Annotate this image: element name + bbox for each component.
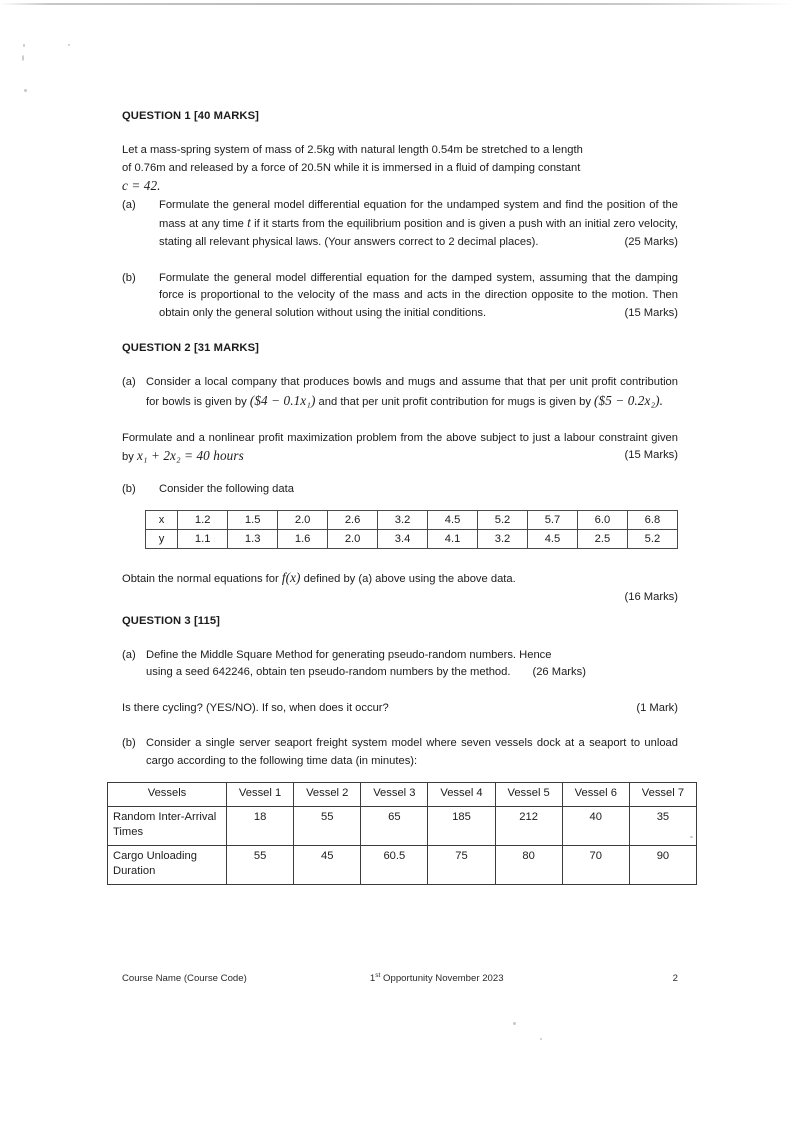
vessel-cell: 35 bbox=[629, 806, 696, 845]
question-1-part-a-body bbox=[159, 197, 678, 252]
xy-cell: 5.7 bbox=[527, 511, 577, 530]
xy-cell: 2.0 bbox=[328, 530, 378, 549]
question-1-part-b-label: (b) bbox=[122, 271, 136, 284]
scan-speck bbox=[540, 1038, 542, 1040]
vessel-column-header: Vessel 1 bbox=[227, 783, 294, 807]
xy-cell: 5.2 bbox=[478, 511, 528, 530]
question-1-part-b-body bbox=[159, 270, 678, 323]
page-content bbox=[113, 0, 685, 885]
question-2-part-a-label: (a) bbox=[122, 376, 136, 389]
scan-speck bbox=[22, 55, 24, 61]
question-2-part-a bbox=[122, 374, 678, 411]
xy-cell: 4.5 bbox=[527, 530, 577, 549]
question-2-part-a-text-1: Consider a local company that produces bowls and mugs and assume that that per unit profit contribution for bowls is given by bbox=[146, 376, 678, 408]
xy-cell: 4.1 bbox=[428, 530, 478, 549]
vessel-cell: 55 bbox=[227, 845, 294, 884]
xy-cell: 6.0 bbox=[577, 511, 627, 530]
table-row bbox=[108, 806, 697, 845]
xy-cell: 2.5 bbox=[577, 530, 627, 549]
vessel-cell: 55 bbox=[294, 806, 361, 845]
question-3-part-a-line-2: using a seed 642246, obtain ten pseudo-random numbers by the method. bbox=[146, 666, 511, 679]
xy-cell: 1.2 bbox=[178, 511, 228, 530]
vessel-column-header: Vessel 3 bbox=[361, 783, 428, 807]
footer-page-number: 2 bbox=[672, 973, 678, 985]
xy-cell: 3.4 bbox=[378, 530, 428, 549]
vessel-column-header: Vessel 6 bbox=[562, 783, 629, 807]
question-2-part-a-body bbox=[146, 374, 678, 411]
time-variable-math: t bbox=[247, 215, 251, 231]
scan-speck bbox=[23, 44, 25, 47]
question-3-part-a-label: (a) bbox=[122, 648, 136, 661]
question-3-part-b bbox=[122, 735, 678, 770]
question-2-formulate-text: Formulate and a nonlinear profit maximization problem from the above subject to just a labour constraint given by bbox=[122, 431, 678, 464]
question-1-part-b bbox=[122, 270, 678, 323]
question-3-cycling-line bbox=[122, 700, 678, 718]
xy-data-table-wrap bbox=[122, 510, 678, 549]
question-3-cycling-text: Is there cycling? (YES/NO). If so, when does it occur? bbox=[122, 701, 389, 714]
footer-opportunity-session: Opportunity November 2023 bbox=[380, 973, 504, 985]
question-2-part-b-text: Consider the following data bbox=[159, 482, 294, 495]
vessel-column-header: Vessel 2 bbox=[294, 783, 361, 807]
xy-cell: 6.8 bbox=[627, 511, 677, 530]
table-header-row bbox=[108, 783, 697, 807]
question-1-part-a-text-2: if it starts from the equilibrium position and is given a push with an initial zero velocity, stating all relevant physical laws. (Your answers correct to 2 decimal places). bbox=[159, 218, 679, 248]
xy-cell: 2.6 bbox=[328, 511, 378, 530]
normal-eq-text-2: defined by (a) above using the above data. bbox=[303, 573, 516, 586]
question-1-intro-line-2: of 0.76m and released by a force of 20.5N while it is immersed in a fluid of damping constant bbox=[122, 161, 581, 174]
vessel-cell: 60.5 bbox=[361, 845, 428, 884]
question-1-intro-line-1: Let a mass-spring system of mass of 2.5kg with natural length 0.54m be stretched to a length bbox=[122, 144, 583, 156]
question-3-part-b-text: Consider a single server seaport freight system model where seven vessels dock at a seaport to unload cargo according to the following time data (in minutes): bbox=[146, 737, 678, 767]
vessel-table-corner-header: Vessels bbox=[108, 783, 227, 807]
xy-cell: 2.0 bbox=[278, 511, 328, 530]
scan-speck bbox=[24, 89, 27, 92]
question-3-part-b-label: (b) bbox=[122, 737, 136, 750]
vessel-cell: 70 bbox=[562, 845, 629, 884]
vessel-cell: 40 bbox=[562, 806, 629, 845]
question-3-cycling-marks: (1 Mark) bbox=[636, 701, 678, 714]
vessel-column-header: Vessel 5 bbox=[495, 783, 562, 807]
vessel-row-label: Random Inter-Arrival Times bbox=[108, 806, 227, 845]
vessel-cell: 212 bbox=[495, 806, 562, 845]
function-fx-math: f(x) bbox=[281, 570, 301, 586]
question-1-heading: QUESTION 1 [40 MARKS] bbox=[122, 110, 259, 122]
xy-cell: 1.5 bbox=[228, 511, 278, 530]
vessel-cell: 80 bbox=[495, 845, 562, 884]
scan-speck bbox=[68, 44, 70, 46]
table-row bbox=[108, 845, 697, 884]
vessel-table-wrap bbox=[107, 782, 685, 885]
question-2-part-a-text-2: and that per unit profit contribution for mugs is given by bbox=[318, 395, 591, 408]
question-2-part-b-label: (b) bbox=[122, 482, 136, 495]
vessel-cell: 18 bbox=[227, 806, 294, 845]
vessel-cell: 65 bbox=[361, 806, 428, 845]
xy-cell: 1.6 bbox=[278, 530, 328, 549]
footer-opportunity bbox=[247, 972, 673, 984]
vessel-cell: 75 bbox=[428, 845, 495, 884]
vessel-row-label: Cargo Unloading Duration bbox=[108, 845, 227, 884]
vessel-column-header: Vessel 7 bbox=[629, 783, 696, 807]
page-footer bbox=[122, 972, 678, 984]
xy-cell: 3.2 bbox=[378, 511, 428, 530]
damping-constant-math: c = 42. bbox=[122, 178, 161, 194]
question-1-part-a-text-1: Formulate the general model differential equation for the undamped system and find the position of the mass at any time bbox=[159, 198, 678, 231]
question-3-part-a-line-1: Define the Middle Square Method for generating pseudo-random numbers. Hence bbox=[146, 648, 552, 661]
footer-opportunity-ordinal: st bbox=[375, 972, 381, 979]
question-2-formulate-paragraph bbox=[122, 430, 678, 467]
question-1-part-b-marks: (15 Marks) bbox=[624, 306, 678, 319]
xy-data-table bbox=[145, 510, 678, 549]
table-row bbox=[146, 530, 678, 549]
xy-cell: 1.1 bbox=[178, 530, 228, 549]
xy-cell: 1.3 bbox=[228, 530, 278, 549]
vessel-cell: 185 bbox=[428, 806, 495, 845]
mugs-profit-math: ($5 − 0.2x₂). bbox=[594, 392, 664, 408]
bowls-profit-math: ($4 − 0.1x₁) bbox=[249, 392, 316, 408]
vessel-data-table bbox=[107, 782, 697, 885]
question-2-part-b bbox=[122, 481, 678, 499]
question-1-part-a bbox=[122, 197, 678, 252]
xy-cell: 4.5 bbox=[428, 511, 478, 530]
question-2-part-b-marks: (16 Marks) bbox=[624, 590, 678, 603]
question-3-heading: QUESTION 3 [115] bbox=[122, 614, 220, 627]
question-1-part-b-text: Formulate the general model differential equation for the damped system, assuming that the damping force is proportional to the velocity of the mass and acts in the direction opposite to the motion. Then obtain only the general solution without using the initial conditions. bbox=[159, 271, 678, 319]
question-2-heading: QUESTION 2 [31 MARKS] bbox=[122, 342, 259, 355]
xy-cell: 3.2 bbox=[478, 530, 528, 549]
question-1-part-a-label: (a) bbox=[122, 198, 136, 211]
question-2-formulate-marks: (15 Marks) bbox=[624, 449, 678, 462]
labour-constraint-math: x₁ + 2x₂ = 40 hours bbox=[136, 448, 244, 464]
footer-course-name: Course Name (Course Code) bbox=[122, 973, 247, 985]
question-1-part-a-marks: (25 Marks) bbox=[624, 235, 678, 248]
question-3-part-a bbox=[122, 647, 678, 682]
vessel-cell: 45 bbox=[294, 845, 361, 884]
footer-opportunity-number: 1 bbox=[369, 973, 376, 985]
normal-eq-text-1: Obtain the normal equations for bbox=[122, 573, 279, 586]
scan-speck bbox=[513, 1022, 516, 1025]
xy-row-label-y: y bbox=[146, 530, 178, 549]
table-row bbox=[146, 511, 678, 530]
question-3-part-a-marks: (26 Marks) bbox=[532, 666, 586, 679]
question-1-intro-constant bbox=[122, 177, 678, 197]
vessel-cell: 90 bbox=[629, 845, 696, 884]
xy-cell: 5.2 bbox=[627, 530, 677, 549]
vessel-column-header: Vessel 4 bbox=[428, 783, 495, 807]
xy-row-label-x: x bbox=[146, 511, 178, 530]
question-3-part-a-body bbox=[146, 647, 678, 682]
question-2-normal-equations bbox=[122, 569, 678, 589]
